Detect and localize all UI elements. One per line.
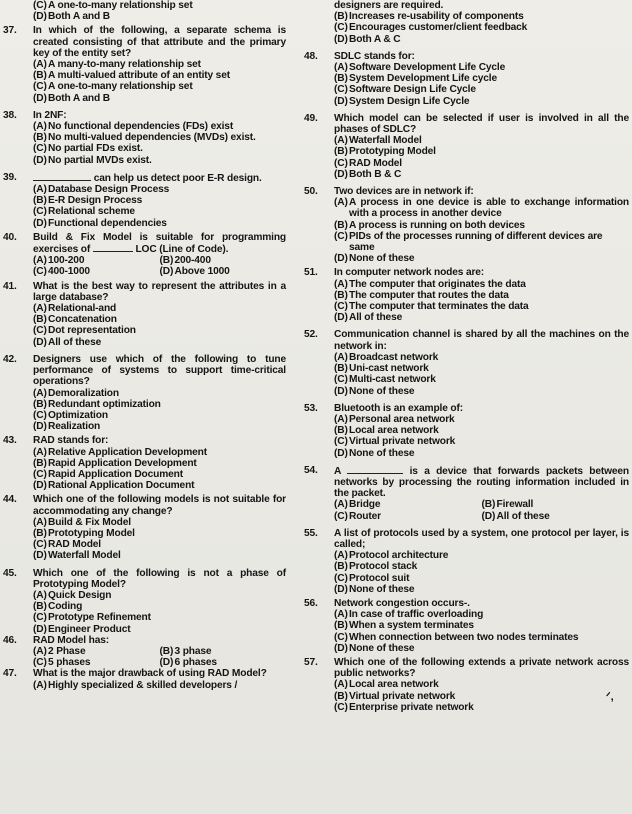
option-b[interactable]: (B) Concatenation [33,314,117,326]
option-d[interactable]: (D) Realization [33,421,101,433]
option-c[interactable]: (C) A one-to-many relationship set [33,0,193,11]
question-51 [304,267,629,323]
option-b[interactable]: (B) Prototyping Model [33,527,135,539]
option-d[interactable]: (D) 6 phases [159,657,217,669]
option-d[interactable]: (D) Both A & C [334,33,401,45]
question-stem: RAD Model has: [33,634,110,646]
question-47-continued [304,0,629,45]
question-stem: SDLC stands for: [334,50,415,62]
option-c[interactable]: (C) The computer that terminates the data [334,301,529,313]
question-number: 38. [3,109,17,121]
option-d[interactable]: (D) None of these [334,253,415,265]
option-c[interactable]: (C) Optimization [33,409,108,421]
option-b[interactable]: (B) No multi-valued dependencies (MVDs) exist. [33,132,256,144]
option-a[interactable]: (A) Waterfall Model [334,135,422,147]
question-44 [3,494,286,561]
option-row [33,266,286,277]
question-stem: Which one of the following is not a phase of Prototyping Model? [33,567,286,590]
question-stem: What is the major drawback of using RAD Model? [33,668,267,680]
question-47 [3,668,286,690]
option-d[interactable]: (D) System Design Life Cycle [334,95,470,107]
question-stem: Which one of the following models is not suitable for accommodating any change? [33,494,286,517]
option-d[interactable]: (D) All of these [334,312,403,324]
option-a[interactable]: (A) In case of traffic overloading [334,609,484,621]
option-c[interactable]: (C) Encourages customer/client feedback [334,22,528,34]
question-number: 43. [3,435,17,447]
option-a[interactable]: (A) 2 Phase [33,645,86,657]
option-a[interactable]: (A) Software Development Life Cycle [334,62,506,74]
question-number: 40. [3,231,17,243]
option-c[interactable]: (C) Prototype Refinement [33,612,151,624]
option-b[interactable]: (B) A process is running on both devices [334,219,525,231]
option-b[interactable]: (B) When a system terminates [334,620,474,632]
question-number: 55. [304,527,318,539]
option-d[interactable]: (D) Both B & C [334,168,402,180]
question-stem: Communication channel is shared by all the machines on the network in: [334,329,629,352]
option-a[interactable]: (A) Demoralization [33,387,119,399]
option-c[interactable]: (C) RAD Model [33,539,101,551]
question-stem: Network congestion occurs-. [334,597,470,609]
question-50 [304,186,629,264]
option-d[interactable]: (D) None of these [334,447,415,459]
answer-blank[interactable] [93,243,133,252]
left-column [3,0,286,691]
option-b[interactable]: (B) 3 phase [159,645,212,657]
question-stem: Which one of the following extends a private network across public networks? [334,656,629,680]
option-b[interactable]: (B) Protocol stack [334,561,418,573]
question-46 [3,635,286,669]
answer-blank[interactable] [33,172,91,181]
margin-pen-mark: ᐟ, [606,691,614,703]
option-c[interactable]: (C) 5 phases [33,657,91,669]
question-48 [304,51,629,107]
question-number: 49. [304,112,318,124]
option-c[interactable]: (C) Relational scheme [33,206,135,218]
question-40 [3,232,286,278]
option-a[interactable]: (A) Highly specialized & skilled developers / [33,679,238,691]
question-number: 54. [304,464,318,476]
option-b[interactable]: (B) Coding [33,601,83,613]
option-c[interactable]: (C) Enterprise private network [334,701,474,713]
option-c[interactable]: (C) Protocol suit [334,572,410,584]
question-stem: A list of protocols used by a system, one protocol per layer, is called; [334,527,629,550]
option-d[interactable]: (D) Engineer Product [33,623,131,635]
question-number: 44. [3,494,17,506]
option-a[interactable]: (A) Database Design Process [33,184,170,196]
option-b[interactable]: (B) Rapid Application Development [33,457,197,469]
question-number: 57. [304,656,318,668]
option-d[interactable]: (D) Both A and B [33,11,110,23]
option-c[interactable]: (C) Dot representation [33,325,136,337]
right-column [304,0,629,713]
option-c[interactable]: (C) A one-to-many relationship set [33,81,193,93]
option-a[interactable]: (A) Relative Application Development [33,446,207,458]
option-row [33,657,286,668]
question-stem: Two devices are in network if: [334,186,474,198]
option-c[interactable]: (C) RAD Model [334,157,402,169]
option-b[interactable]: (B) Redundant optimization [33,398,161,410]
option-a[interactable]: (A) Relational-and [33,303,117,315]
option-d[interactable]: (D) Rational Application Document [33,480,195,492]
question-stem: In computer network nodes are: [334,267,485,279]
question-52 [304,329,629,396]
question-number: 51. [304,267,318,279]
option-row [33,646,286,657]
question-54 [304,465,629,522]
question-stem: Bluetooth is an example of: [334,402,463,414]
option-b[interactable]: (B) The computer that routes the data [334,289,509,301]
option-a[interactable]: (A) 100-200 [33,255,85,267]
question-45 [3,568,286,635]
option-c[interactable]: (C) When connection between two nodes terminates [334,631,579,643]
option-d[interactable]: (D) Functional dependencies [33,217,167,229]
option-c[interactable]: (C) Software Design Life Cycle [334,84,476,96]
question-56 [304,598,629,654]
option-c[interactable]: (C) PIDs of the processes running of different devices are same [334,230,603,254]
option-d[interactable]: (D) None of these [334,583,415,595]
question-stem: can help us detect poor E-R design. [33,172,286,184]
question-number: 47. [3,668,17,680]
option-b[interactable]: (B) Firewall [481,499,534,511]
question-57 [304,657,629,713]
question-number: 48. [304,50,318,62]
option-b[interactable]: (B) Uni-cast network [334,363,429,375]
question-number: 50. [304,186,318,198]
option-b[interactable]: (B) Local area network [334,425,439,437]
option-d[interactable]: (D) Above 1000 [159,266,230,278]
option-b[interactable]: (B) A multi-valued attribute of an entity set [33,70,230,82]
option-a[interactable]: (A) Local area network [334,679,439,691]
question-number: 45. [3,567,17,579]
option-b[interactable]: (B) 200-400 [159,255,211,267]
option-d[interactable]: (D) Waterfall Model [33,550,121,562]
option-row [33,255,286,266]
option-d[interactable]: (D) All of these [481,510,550,522]
question-number: 37. [3,25,17,37]
question-49 [304,113,629,180]
question-stem: In 2NF: [33,109,67,121]
question-36-fragment [3,0,286,22]
option-a[interactable]: (A) A process in one device is able to exchange information with a process in another device [334,197,629,220]
option-a[interactable]: (A) The computer that originates the data [334,278,526,290]
question-37 [3,25,286,103]
option-a[interactable]: (A) Quick Design [33,589,112,601]
continuation-text: designers are required. [334,0,444,11]
option-d[interactable]: (D) None of these [334,385,415,397]
option-a[interactable]: (A) A many-to-many relationship set [33,59,201,71]
question-stem: Build & Fix Model is suitable for programming exercises of LOC (Line of Code). [33,231,286,256]
question-42 [3,354,286,432]
option-row [334,511,629,522]
option-c[interactable]: (C) 400-1000 [33,266,90,278]
question-number: 46. [3,634,17,646]
option-d[interactable]: (D) Both A and B [33,92,110,104]
answer-blank[interactable] [347,465,403,474]
option-b[interactable]: (B) Prototyping Model [334,146,436,158]
question-number: 52. [304,329,318,341]
question-55 [304,528,629,595]
question-53 [304,403,629,459]
option-c[interactable]: (C) Multi-cast network [334,374,436,386]
option-a[interactable]: (A) Broadcast network [334,351,439,363]
question-stem: In which of the following, a separate schema is created consisting of that attribute and the primary key of the entity set? [33,25,286,59]
option-b[interactable]: (B) Virtual private network [334,690,456,702]
option-a[interactable]: (A) Personal area network [334,413,455,425]
question-number: 42. [3,353,17,365]
question-stem: Designers use which of the following to tune performance of systems to support time-critical operations? [33,353,286,388]
question-38 [3,110,286,166]
option-a[interactable]: (A) Protocol architecture [334,550,449,562]
option-b[interactable]: (B) Increases re-usability of components [334,11,524,23]
question-stem: Which model can be selected if user is involved in all the phases of SDLC? [334,112,629,136]
question-number: 56. [304,597,318,609]
option-d[interactable]: (D) None of these [334,642,415,654]
option-b[interactable]: (B) E-R Design Process [33,195,143,207]
option-c[interactable]: (C) Virtual private network [334,436,456,448]
option-b[interactable]: (B) System Development Life cycle [334,73,497,85]
question-41 [3,281,286,348]
option-c[interactable]: (C) Rapid Application Document [33,468,183,480]
question-43 [3,435,286,491]
option-a[interactable]: (A) No functional dependencies (FDs) exist [33,121,234,133]
option-d[interactable]: (D) No partial MVDs exist. [33,154,152,166]
option-d[interactable]: (D) All of these [33,336,102,348]
question-number: 41. [3,280,17,292]
option-c[interactable]: (C) Router [334,510,381,522]
option-c[interactable]: (C) No partial FDs exist. [33,143,143,155]
option-a[interactable]: (A) Build & Fix Model [33,516,131,528]
question-number: 39. [3,171,17,183]
question-number: 53. [304,402,318,414]
question-stem: A is a device that forwards packets between networks by processing the routing information included in the packet. [334,465,629,500]
option-row [334,499,629,510]
question-39 [3,172,286,229]
question-stem: What is the best way to represent the attributes in a large database? [33,280,286,303]
question-stem: RAD stands for: [33,435,109,447]
option-a[interactable]: (A) Bridge [334,499,381,511]
